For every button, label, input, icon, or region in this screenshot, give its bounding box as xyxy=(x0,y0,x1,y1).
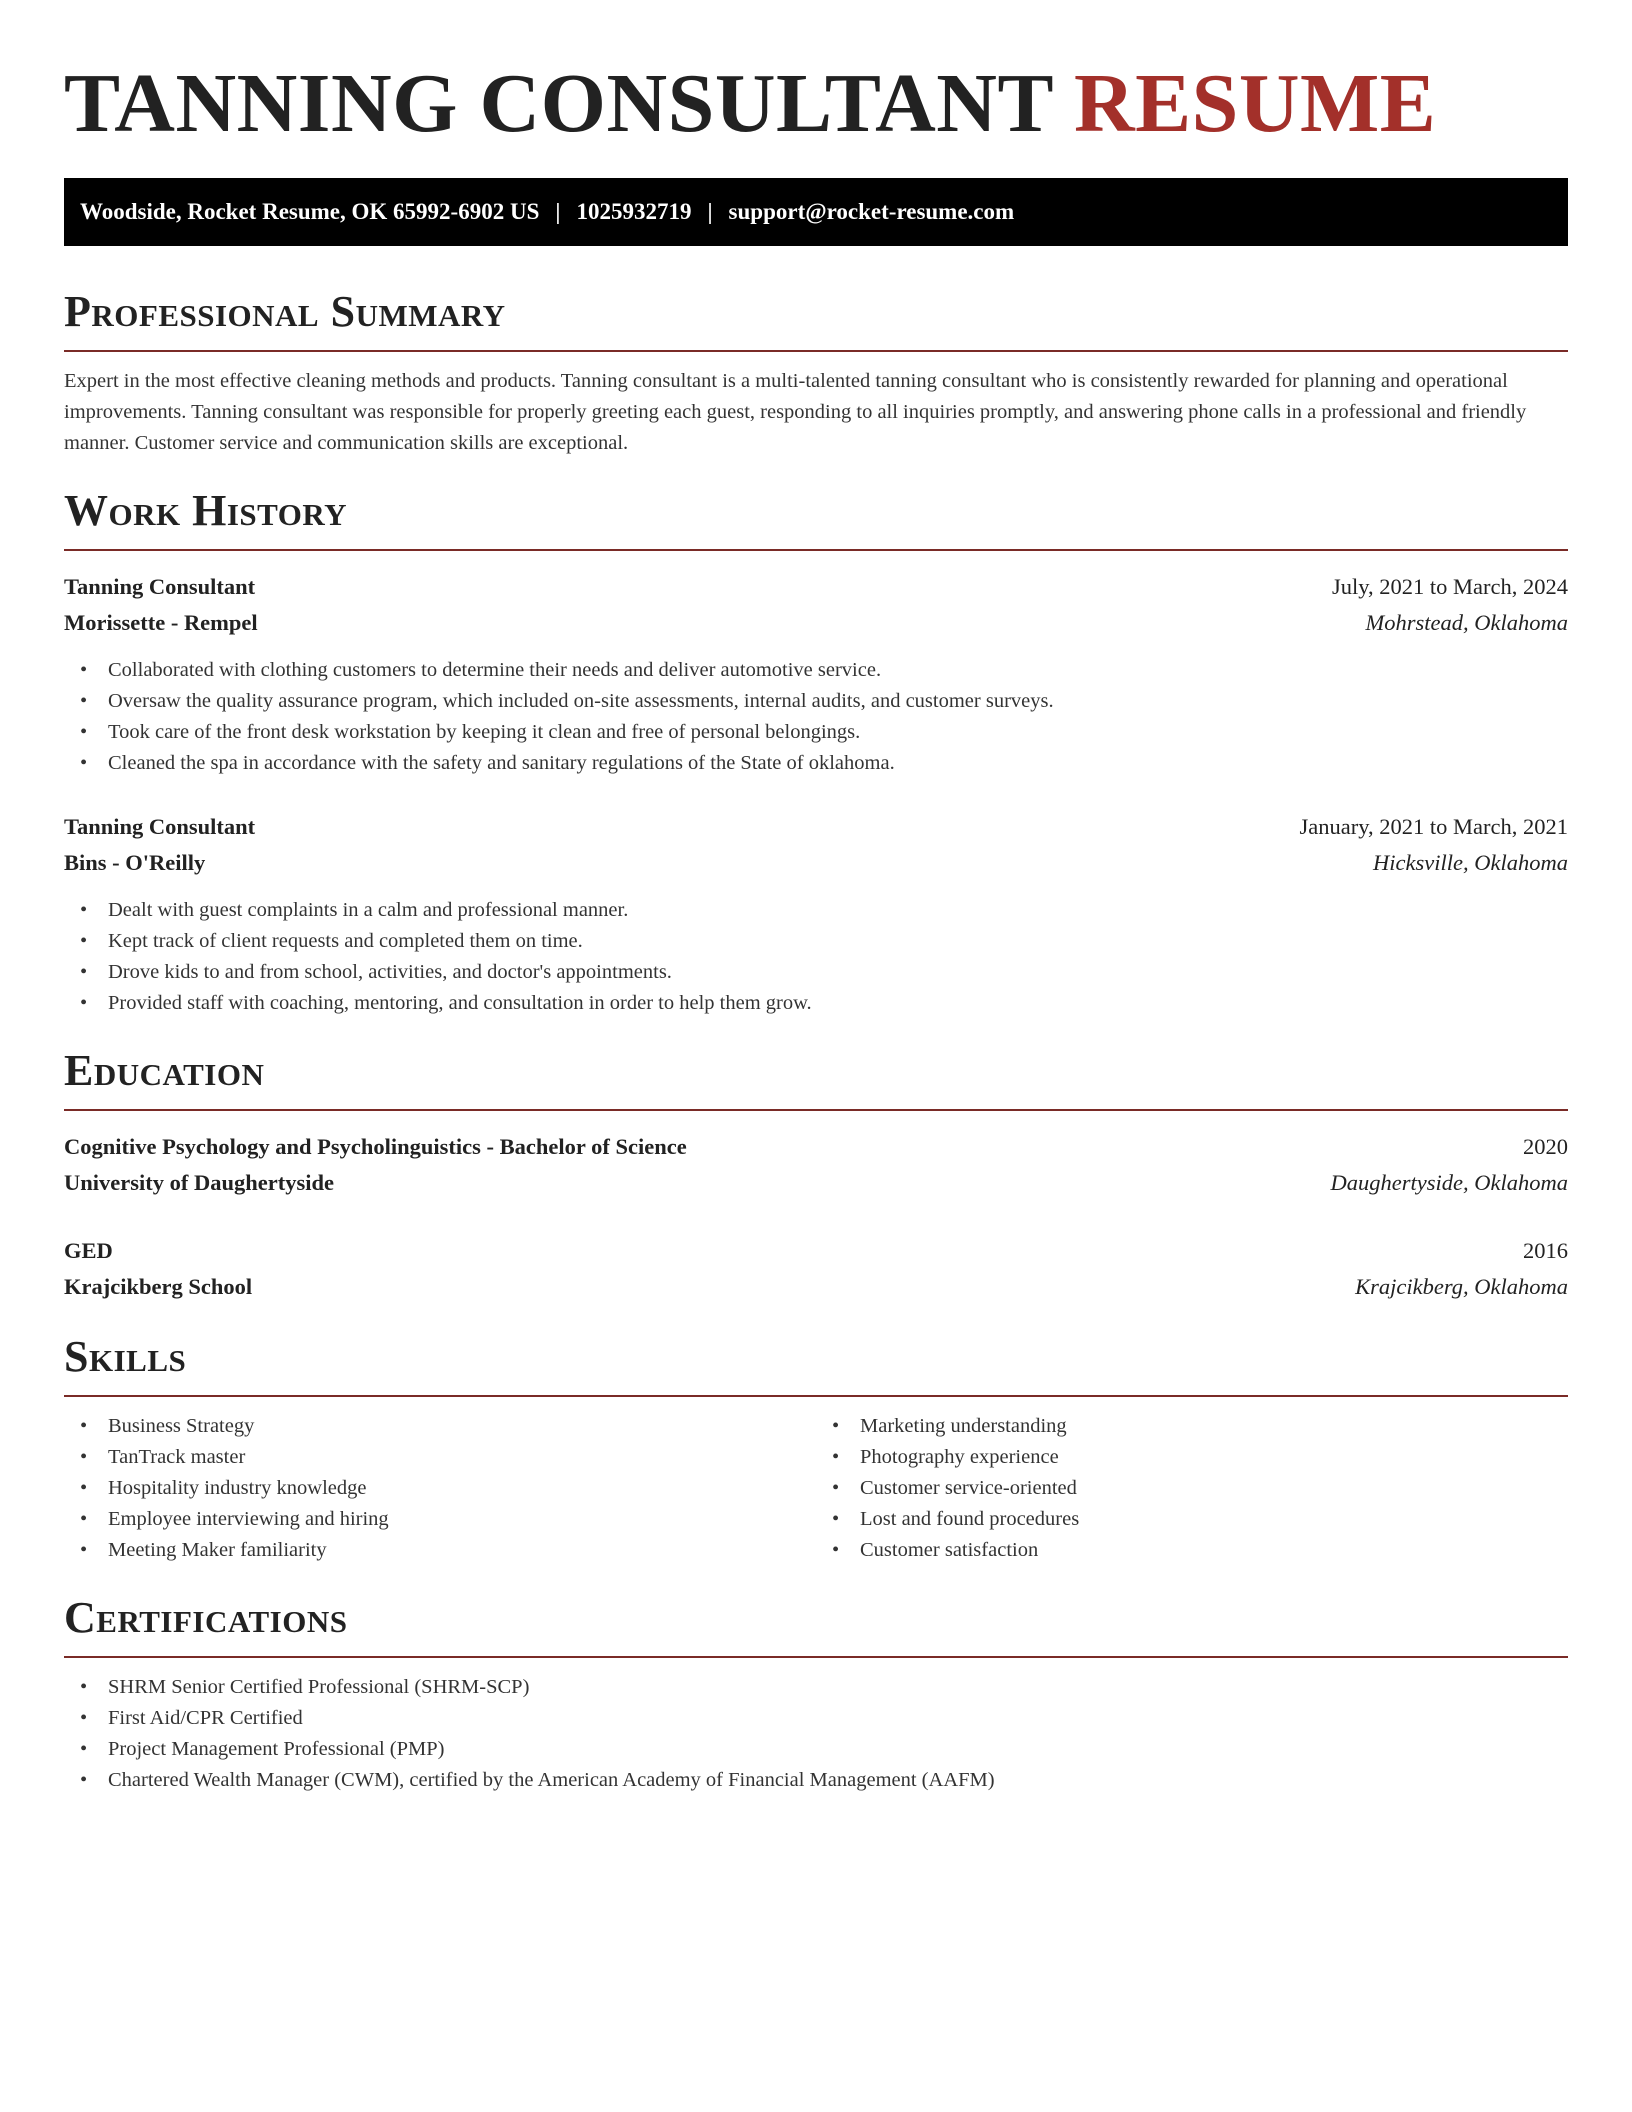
job-bullets xyxy=(64,655,1568,779)
summary-text: Expert in the most effective cleaning methods and products. Tanning consultant is a multi-talented tanning consultant who is consistently rewarded for planning and operational improvements. Tanning consultant was responsible for properly greeting each guest, responding to all inquiries promptly, and answering phone calls in a professional and friendly manner. Customer service and communication skills are exceptional. xyxy=(64,370,1527,454)
list-item: • Meeting Maker familiarity xyxy=(64,1535,816,1566)
title-accent: RESUME xyxy=(1073,57,1437,150)
list-item: • Business Strategy xyxy=(64,1411,816,1442)
job-company-row xyxy=(64,845,1568,881)
section-divider xyxy=(64,1656,1568,1658)
education-degree: GED xyxy=(64,1238,113,1263)
job-company: Morissette - Rempel xyxy=(64,610,258,635)
section-divider xyxy=(64,549,1568,551)
certifications-section xyxy=(64,1592,1568,1796)
section-divider xyxy=(64,1109,1568,1111)
education-entry xyxy=(64,1129,1568,1201)
section-heading-certifications: Certifications xyxy=(64,1593,348,1642)
summary-section xyxy=(64,286,1568,459)
education-year: 2016 xyxy=(1523,1238,1568,1263)
job-company-row xyxy=(64,605,1568,641)
list-item: • Customer service-oriented xyxy=(816,1473,1568,1504)
section-heading-work-history: Work History xyxy=(64,486,348,535)
list-item: • Photography experience xyxy=(816,1442,1568,1473)
list-item: • Hospitality industry knowledge xyxy=(64,1473,816,1504)
list-item: • SHRM Senior Certified Professional (SHRM-SCP) xyxy=(64,1672,1568,1703)
education-year: 2020 xyxy=(1523,1134,1568,1159)
title-main: TANNING CONSULTANT xyxy=(64,57,1053,150)
list-item: • Took care of the front desk workstation by keeping it clean and free of personal belongings. xyxy=(64,717,1568,748)
list-item: • TanTrack master xyxy=(64,1442,816,1473)
job-dates: January, 2021 to March, 2021 xyxy=(1299,814,1568,839)
contact-separator: | xyxy=(555,199,561,224)
job-title: Tanning Consultant xyxy=(64,574,256,599)
list-item: • Provided staff with coaching, mentoring, and consultation in order to help them grow. xyxy=(64,988,1568,1019)
job-company: Bins - O'Reilly xyxy=(64,850,206,875)
skills-section xyxy=(64,1331,1568,1566)
section-heading-skills: Skills xyxy=(64,1332,187,1381)
job-header-row xyxy=(64,569,1568,605)
skills-grid xyxy=(64,1411,1568,1566)
education-school: Krajcikberg School xyxy=(64,1274,253,1299)
job-bullets xyxy=(64,895,1568,1019)
job-dates: July, 2021 to March, 2024 xyxy=(1331,574,1568,599)
contact-bar xyxy=(64,178,1568,246)
list-item: • Drove kids to and from school, activities, and doctor's appointments. xyxy=(64,957,1568,988)
contact-address: Woodside, Rocket Resume, OK 65992-6902 US xyxy=(80,199,540,224)
education-section xyxy=(64,1045,1568,1305)
list-item: • First Aid/CPR Certified xyxy=(64,1703,1568,1734)
education-entry xyxy=(64,1233,1568,1305)
contact-phone: 1025932719 xyxy=(576,199,692,224)
education-school-row xyxy=(64,1269,1568,1305)
section-divider xyxy=(64,350,1568,352)
list-item: • Project Management Professional (PMP) xyxy=(64,1734,1568,1765)
list-item: • Oversaw the quality assurance program, which included on-site assessments, internal audits, and customer surveys. xyxy=(64,686,1568,717)
list-item: • Dealt with guest complaints in a calm and professional manner. xyxy=(64,895,1568,926)
section-heading-education: Education xyxy=(64,1046,265,1095)
contact-email[interactable]: support@rocket-resume.com xyxy=(728,199,1015,224)
list-item: • Collaborated with clothing customers to determine their needs and deliver automotive service. xyxy=(64,655,1568,686)
job-location: Mohrstead, Oklahoma xyxy=(1365,610,1568,635)
education-school: University of Daughertyside xyxy=(64,1170,334,1195)
resume-title xyxy=(64,0,1568,152)
job-entry xyxy=(64,569,1568,779)
list-item: • Kept track of client requests and completed them on time. xyxy=(64,926,1568,957)
education-degree-row xyxy=(64,1233,1568,1269)
section-divider xyxy=(64,1395,1568,1397)
contact-separator: | xyxy=(707,199,713,224)
list-item: • Customer satisfaction xyxy=(816,1535,1568,1566)
section-heading-summary: Professional Summary xyxy=(64,287,506,336)
education-location: Krajcikberg, Oklahoma xyxy=(1355,1274,1568,1299)
work-history-section xyxy=(64,485,1568,1019)
education-degree-row xyxy=(64,1129,1568,1165)
job-header-row xyxy=(64,809,1568,845)
education-location: Daughertyside, Oklahoma xyxy=(1330,1170,1568,1195)
skills-column-left xyxy=(64,1411,816,1566)
list-item: • Chartered Wealth Manager (CWM), certified by the American Academy of Financial Management (AAFM) xyxy=(64,1765,1568,1796)
job-entry xyxy=(64,809,1568,1019)
list-item: • Employee interviewing and hiring xyxy=(64,1504,816,1535)
list-item: • Marketing understanding xyxy=(816,1411,1568,1442)
job-location: Hicksville, Oklahoma xyxy=(1373,850,1568,875)
certifications-list xyxy=(64,1672,1568,1796)
education-school-row xyxy=(64,1165,1568,1201)
list-item: • Cleaned the spa in accordance with the safety and sanitary regulations of the State of oklahoma. xyxy=(64,748,1568,779)
skills-column-right xyxy=(816,1411,1568,1566)
education-degree: Cognitive Psychology and Psycholinguistics - Bachelor of Science xyxy=(64,1134,687,1159)
job-title: Tanning Consultant xyxy=(64,814,256,839)
list-item: • Lost and found procedures xyxy=(816,1504,1568,1535)
